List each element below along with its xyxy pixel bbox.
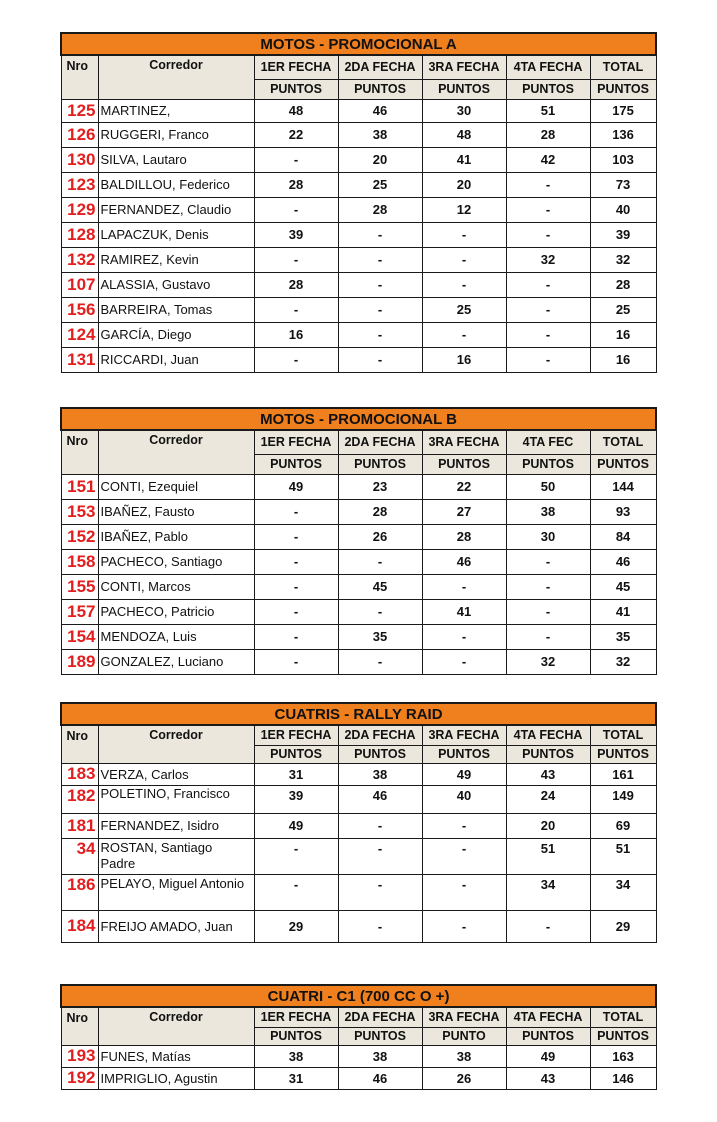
column-subheader-puntos: PUNTOS	[338, 79, 422, 99]
fecha-points: 39	[254, 222, 338, 247]
total-points: 136	[590, 122, 656, 147]
fecha-points: -	[254, 574, 338, 599]
fecha-points: -	[422, 624, 506, 649]
table-row	[61, 763, 656, 785]
fecha-points: -	[254, 649, 338, 674]
fecha-points: 25	[422, 297, 506, 322]
standings-table	[60, 407, 657, 675]
total-points: 144	[590, 474, 656, 499]
table-row	[61, 624, 656, 649]
fecha-points: -	[506, 297, 590, 322]
rider-name: PACHECO, Patricio	[98, 599, 254, 624]
rider-number: 124	[61, 322, 98, 347]
table-title: CUATRIS - RALLY RAID	[61, 703, 656, 725]
fecha-points: 35	[338, 624, 422, 649]
fecha-points: -	[254, 297, 338, 322]
table-row	[61, 197, 656, 222]
column-subheader-puntos: PUNTOS	[506, 454, 590, 474]
table-row	[61, 1045, 656, 1067]
rider-name: FREIJO AMADO, Juan	[98, 910, 254, 942]
fecha-points: -	[254, 247, 338, 272]
column-subheader-puntos: PUNTOS	[254, 454, 338, 474]
column-subheader-puntos: PUNTO	[422, 1027, 506, 1045]
fecha-points: 29	[254, 910, 338, 942]
rider-number: 126	[61, 122, 98, 147]
fecha-points: 20	[506, 813, 590, 838]
column-header-fecha: 1ER FECHA	[254, 55, 338, 79]
total-points: 45	[590, 574, 656, 599]
fecha-points: -	[254, 499, 338, 524]
column-subheader-puntos: PUNTOS	[338, 745, 422, 763]
column-subheader-puntos: PUNTOS	[506, 1027, 590, 1045]
total-points: 163	[590, 1045, 656, 1067]
total-points: 39	[590, 222, 656, 247]
fecha-points: -	[422, 247, 506, 272]
rider-name: RUGGERI, Franco	[98, 122, 254, 147]
fecha-points: -	[338, 247, 422, 272]
column-subheader-puntos: PUNTOS	[338, 454, 422, 474]
fecha-points: 50	[506, 474, 590, 499]
rider-name: PACHECO, Santiago	[98, 549, 254, 574]
table-title: MOTOS - PROMOCIONAL A	[61, 33, 656, 55]
column-subheader-puntos: PUNTOS	[254, 745, 338, 763]
column-header-fecha: 2DA FECHA	[338, 55, 422, 79]
fecha-points: 28	[422, 524, 506, 549]
column-header-fecha: 3RA FECHA	[422, 725, 506, 745]
fecha-points: -	[338, 322, 422, 347]
fecha-points: 40	[422, 785, 506, 813]
table-row	[61, 1067, 656, 1089]
rider-name: BARREIRA, Tomas	[98, 297, 254, 322]
fecha-points: -	[254, 147, 338, 172]
rider-number: 182	[61, 785, 98, 813]
fecha-points: 38	[338, 1045, 422, 1067]
rider-number: 184	[61, 910, 98, 942]
rider-number: 183	[61, 763, 98, 785]
fecha-points: 28	[338, 499, 422, 524]
fecha-points: 49	[422, 763, 506, 785]
fecha-points: -	[338, 813, 422, 838]
table-row	[61, 122, 656, 147]
fecha-points: 46	[338, 99, 422, 122]
rider-number: 34	[61, 838, 98, 874]
fecha-points: 31	[254, 1067, 338, 1089]
column-header-total: TOTAL	[590, 1007, 656, 1027]
rider-name: FUNES, Matías	[98, 1045, 254, 1067]
fecha-points: -	[422, 874, 506, 910]
rider-name: CONTI, Ezequiel	[98, 474, 254, 499]
table-row	[61, 247, 656, 272]
total-points: 16	[590, 322, 656, 347]
column-header-fecha: 2DA FECHA	[338, 430, 422, 454]
rider-number: 156	[61, 297, 98, 322]
total-points: 73	[590, 172, 656, 197]
column-subheader-puntos: PUNTOS	[338, 1027, 422, 1045]
fecha-points: 31	[254, 763, 338, 785]
standings-table	[60, 702, 657, 943]
column-header-fecha: 4TA FECHA	[506, 1007, 590, 1027]
fecha-points: 26	[422, 1067, 506, 1089]
rider-name: IBAÑEZ, Pablo	[98, 524, 254, 549]
fecha-points: 25	[338, 172, 422, 197]
column-subheader-puntos: PUNTOS	[254, 1027, 338, 1045]
rider-number: 129	[61, 197, 98, 222]
total-points: 161	[590, 763, 656, 785]
column-header-fecha: 1ER FECHA	[254, 430, 338, 454]
table-row	[61, 322, 656, 347]
fecha-points: 43	[506, 1067, 590, 1089]
table-row	[61, 785, 656, 813]
rider-number: 186	[61, 874, 98, 910]
fecha-points: -	[422, 910, 506, 942]
fecha-points: -	[254, 874, 338, 910]
fecha-points: -	[338, 599, 422, 624]
column-header-total: TOTAL	[590, 725, 656, 745]
fecha-points: -	[338, 838, 422, 874]
rider-number: 125	[61, 99, 98, 122]
fecha-points: 32	[506, 247, 590, 272]
fecha-points: -	[422, 322, 506, 347]
column-header-fecha: 3RA FECHA	[422, 55, 506, 79]
rider-name: POLETINO, Francisco	[98, 785, 254, 813]
fecha-points: 51	[506, 838, 590, 874]
fecha-points: 23	[338, 474, 422, 499]
fecha-points: -	[254, 197, 338, 222]
rider-name: LAPACZUK, Denis	[98, 222, 254, 247]
table-row	[61, 347, 656, 372]
fecha-points: -	[506, 222, 590, 247]
fecha-points: -	[506, 347, 590, 372]
total-points: 29	[590, 910, 656, 942]
rider-name: GONZALEZ, Luciano	[98, 649, 254, 674]
fecha-points: -	[254, 347, 338, 372]
fecha-points: 30	[506, 524, 590, 549]
rider-name: RICCARDI, Juan	[98, 347, 254, 372]
fecha-points: -	[422, 838, 506, 874]
total-points: 103	[590, 147, 656, 172]
rider-name: PELAYO, Miguel Antonio	[98, 874, 254, 910]
rider-name: CONTI, Marcos	[98, 574, 254, 599]
rider-number: 181	[61, 813, 98, 838]
total-points: 32	[590, 649, 656, 674]
column-header-fecha: 1ER FECHA	[254, 1007, 338, 1027]
rider-number: 107	[61, 272, 98, 297]
rider-number: 123	[61, 172, 98, 197]
column-header-fecha: 3RA FECHA	[422, 1007, 506, 1027]
rider-name: MARTINEZ,	[98, 99, 254, 122]
fecha-points: 49	[506, 1045, 590, 1067]
rider-number: 131	[61, 347, 98, 372]
rider-number: 157	[61, 599, 98, 624]
table-row	[61, 172, 656, 197]
fecha-points: -	[338, 297, 422, 322]
fecha-points: -	[506, 172, 590, 197]
table-row	[61, 272, 656, 297]
rider-number: 128	[61, 222, 98, 247]
fecha-points: 16	[422, 347, 506, 372]
column-subheader-puntos: PUNTOS	[254, 79, 338, 99]
rider-number: 154	[61, 624, 98, 649]
fecha-points: -	[338, 874, 422, 910]
standings-table	[60, 984, 657, 1090]
fecha-points: -	[422, 222, 506, 247]
fecha-points: -	[338, 910, 422, 942]
table-title: MOTOS - PROMOCIONAL B	[61, 408, 656, 430]
fecha-points: -	[506, 599, 590, 624]
fecha-points: 41	[422, 599, 506, 624]
fecha-points: 26	[338, 524, 422, 549]
fecha-points: -	[254, 838, 338, 874]
standings-table	[60, 32, 657, 373]
fecha-points: 38	[254, 1045, 338, 1067]
rider-name: RAMIREZ, Kevin	[98, 247, 254, 272]
table-row	[61, 549, 656, 574]
fecha-points: 41	[422, 147, 506, 172]
fecha-points: 12	[422, 197, 506, 222]
column-header-total: TOTAL	[590, 55, 656, 79]
column-subheader-puntos: PUNTOS	[590, 745, 656, 763]
total-points: 40	[590, 197, 656, 222]
fecha-points: -	[506, 624, 590, 649]
fecha-points: -	[506, 322, 590, 347]
fecha-points: 48	[422, 122, 506, 147]
column-subheader-puntos: PUNTOS	[422, 745, 506, 763]
total-points: 16	[590, 347, 656, 372]
fecha-points: 49	[254, 474, 338, 499]
total-points: 93	[590, 499, 656, 524]
column-header-fecha: 2DA FECHA	[338, 1007, 422, 1027]
total-points: 69	[590, 813, 656, 838]
fecha-points: 38	[422, 1045, 506, 1067]
table-row	[61, 649, 656, 674]
total-points: 28	[590, 272, 656, 297]
fecha-points: -	[338, 272, 422, 297]
fecha-points: 38	[338, 122, 422, 147]
fecha-points: 22	[422, 474, 506, 499]
column-header-fecha: 2DA FECHA	[338, 725, 422, 745]
rider-number: 153	[61, 499, 98, 524]
fecha-points: 38	[338, 763, 422, 785]
table-row	[61, 499, 656, 524]
column-header-fecha: 4TA FECHA	[506, 55, 590, 79]
column-header-fecha: 3RA FECHA	[422, 430, 506, 454]
fecha-points: -	[254, 599, 338, 624]
fecha-points: -	[506, 549, 590, 574]
rider-number: 155	[61, 574, 98, 599]
rider-name: MENDOZA, Luis	[98, 624, 254, 649]
rider-number: 132	[61, 247, 98, 272]
column-subheader-puntos: PUNTOS	[422, 454, 506, 474]
fecha-points: 22	[254, 122, 338, 147]
table-row	[61, 99, 656, 122]
rider-number: 158	[61, 549, 98, 574]
fecha-points: 27	[422, 499, 506, 524]
column-subheader-puntos: PUNTOS	[590, 454, 656, 474]
rider-number: 152	[61, 524, 98, 549]
fecha-points: -	[338, 649, 422, 674]
fecha-points: 34	[506, 874, 590, 910]
column-header-total: TOTAL	[590, 430, 656, 454]
table-row	[61, 222, 656, 247]
fecha-points: 28	[338, 197, 422, 222]
rider-name: GARCÍA, Diego	[98, 322, 254, 347]
table-row	[61, 874, 656, 910]
table-row	[61, 297, 656, 322]
column-subheader-puntos: PUNTOS	[590, 79, 656, 99]
rider-name: ALASSIA, Gustavo	[98, 272, 254, 297]
total-points: 149	[590, 785, 656, 813]
column-header-corredor: Corredor	[98, 725, 254, 763]
fecha-points: 43	[506, 763, 590, 785]
fecha-points: 24	[506, 785, 590, 813]
total-points: 146	[590, 1067, 656, 1089]
rider-number: 192	[61, 1067, 98, 1089]
column-subheader-puntos: PUNTOS	[422, 79, 506, 99]
fecha-points: 20	[422, 172, 506, 197]
fecha-points: 46	[338, 785, 422, 813]
fecha-points: 51	[506, 99, 590, 122]
column-subheader-puntos: PUNTOS	[590, 1027, 656, 1045]
column-header-nro: Nro	[61, 1007, 98, 1045]
rider-number: 189	[61, 649, 98, 674]
column-header-fecha: 4TA FEC	[506, 430, 590, 454]
fecha-points: 28	[254, 272, 338, 297]
total-points: 41	[590, 599, 656, 624]
table-row	[61, 147, 656, 172]
fecha-points: 45	[338, 574, 422, 599]
table-title: CUATRI - C1 (700 CC O +)	[61, 985, 656, 1007]
column-header-fecha: 4TA FECHA	[506, 725, 590, 745]
fecha-points: 49	[254, 813, 338, 838]
fecha-points: -	[506, 272, 590, 297]
column-header-corredor: Corredor	[98, 55, 254, 99]
fecha-points: -	[506, 197, 590, 222]
column-header-nro: Nro	[61, 55, 98, 99]
total-points: 34	[590, 874, 656, 910]
table-row	[61, 574, 656, 599]
fecha-points: 20	[338, 147, 422, 172]
fecha-points: 16	[254, 322, 338, 347]
fecha-points: 39	[254, 785, 338, 813]
column-subheader-puntos: PUNTOS	[506, 745, 590, 763]
fecha-points: 28	[254, 172, 338, 197]
rider-name: FERNANDEZ, Claudio	[98, 197, 254, 222]
table-row	[61, 474, 656, 499]
total-points: 35	[590, 624, 656, 649]
rider-name: IBAÑEZ, Fausto	[98, 499, 254, 524]
table-row	[61, 599, 656, 624]
total-points: 32	[590, 247, 656, 272]
column-subheader-puntos: PUNTOS	[506, 79, 590, 99]
column-header-nro: Nro	[61, 725, 98, 763]
fecha-points: 32	[506, 649, 590, 674]
fecha-points: -	[422, 813, 506, 838]
rider-number: 151	[61, 474, 98, 499]
fecha-points: 46	[338, 1067, 422, 1089]
fecha-points: -	[338, 549, 422, 574]
total-points: 84	[590, 524, 656, 549]
rider-name: BALDILLOU, Federico	[98, 172, 254, 197]
fecha-points: 30	[422, 99, 506, 122]
table-row	[61, 838, 656, 874]
fecha-points: 28	[506, 122, 590, 147]
fecha-points: -	[422, 574, 506, 599]
column-header-corredor: Corredor	[98, 430, 254, 474]
fecha-points: -	[506, 910, 590, 942]
fecha-points: -	[422, 272, 506, 297]
fecha-points: -	[338, 347, 422, 372]
total-points: 46	[590, 549, 656, 574]
total-points: 25	[590, 297, 656, 322]
column-header-fecha: 1ER FECHA	[254, 725, 338, 745]
fecha-points: -	[254, 524, 338, 549]
fecha-points: 48	[254, 99, 338, 122]
table-row	[61, 524, 656, 549]
total-points: 51	[590, 838, 656, 874]
table-row	[61, 910, 656, 942]
rider-number: 130	[61, 147, 98, 172]
rider-name: FERNANDEZ, Isidro	[98, 813, 254, 838]
fecha-points: 38	[506, 499, 590, 524]
fecha-points: -	[338, 222, 422, 247]
fecha-points: -	[422, 649, 506, 674]
fecha-points: -	[506, 574, 590, 599]
fecha-points: 42	[506, 147, 590, 172]
rider-name: ROSTAN, Santiago Padre	[98, 838, 254, 874]
rider-name: VERZA, Carlos	[98, 763, 254, 785]
column-header-corredor: Corredor	[98, 1007, 254, 1045]
fecha-points: -	[254, 624, 338, 649]
fecha-points: 46	[422, 549, 506, 574]
rider-name: IMPRIGLIO, Agustin	[98, 1067, 254, 1089]
total-points: 175	[590, 99, 656, 122]
fecha-points: -	[254, 549, 338, 574]
rider-name: SILVA, Lautaro	[98, 147, 254, 172]
table-row	[61, 813, 656, 838]
column-header-nro: Nro	[61, 430, 98, 474]
rider-number: 193	[61, 1045, 98, 1067]
